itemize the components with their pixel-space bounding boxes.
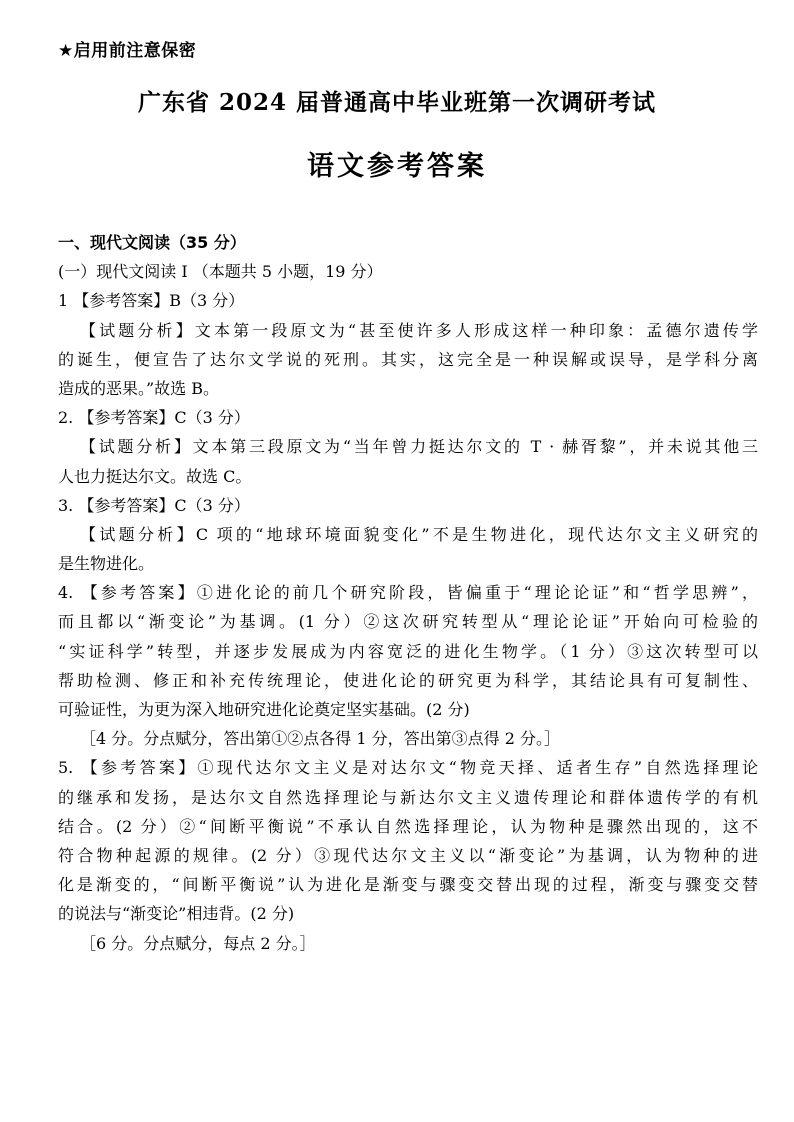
answer-line: 的说法与“渐变论”相违背。(2 分) <box>58 904 295 924</box>
answer-line: 【试题分析】C 项的“地球环境面貌变化”不是生物进化，现代达尔文主义研究的 <box>80 524 758 544</box>
answer-line: 人也力挺达尔文。故选 C。 <box>58 466 252 486</box>
answer-line: ［6 分。分点赋分，每点 2 分。］ <box>80 933 316 953</box>
answer-line: 4. 【参考答案】①进化论的前几个研究阶段，皆偏重于“理论论证”和“哲学思辨”， <box>58 583 758 603</box>
answer-line: 结合。(2 分）②“间断平衡说”不承认自然选择理论，认为物种是骤然出现的，这不 <box>58 816 758 836</box>
answer-line: 【试题分析】文本第一段原文为“甚至使许多人形成这样一种印象：孟德尔遗传学 <box>80 320 758 340</box>
answer-line: 的继承和发扬，是达尔文自然选择理论与新达尔文主义遗传理论和群体遗传学的有机 <box>58 787 758 807</box>
answer-line: 符合物种起源的规律。(2 分）③现代达尔文主义以“渐变论”为基调，认为物种的进 <box>58 845 758 865</box>
answer-line: “实证科学”转型，并逐步发展成为内容宽泛的进化生物学。（1 分）③这次转型可以 <box>58 641 758 661</box>
section-heading: 一、现代文阅读（35 分） <box>58 233 246 252</box>
answer-line: 5. 【参考答案】①现代达尔文主义是对达尔文“物竞天择、适者生存”自然选择理论 <box>58 758 758 778</box>
answer-line: 化是渐变的，“间断平衡说”认为进化是渐变与骤变交替出现的过程，渐变与骤变交替 <box>58 875 758 895</box>
document-subtitle: 语文参考答案 <box>307 151 487 182</box>
answer-line: 造成的恶果。”故选 B。 <box>58 378 220 398</box>
answer-line: 【试题分析】文本第三段原文为“当年曾力挺达尔文的 T · 赫胥黎”，并未说其他三 <box>80 437 758 457</box>
answer-line: 1 【参考答案】B（3 分） <box>58 291 245 311</box>
answer-line: 而且都以“渐变论”为基调。(1 分）②这次研究转型从“理论论证”开始向可检验的 <box>58 612 758 632</box>
exam-title: 广东省 2024 届普通高中毕业班第一次调研考试 <box>137 89 657 116</box>
subsection-heading: (一）现代文阅读 I （本题共 5 小题，19 分） <box>58 262 383 282</box>
answer-line: 的诞生，便宣告了达尔文学说的死刑。其实，这完全是一种误解或误导，是学科分离 <box>58 349 758 369</box>
answer-lines <box>58 286 758 957</box>
answer-content <box>58 228 758 958</box>
answer-line: 帮助检测、修正和补充传统理论，使进化论的研究更为科学，其结论具有可复制性、 <box>58 670 758 690</box>
answer-line: 2. 【参考答案】C（3 分） <box>58 408 250 428</box>
confidential-notice: ★启用前注意保密 <box>58 41 197 61</box>
answer-line: 是生物进化。 <box>58 554 155 574</box>
answer-line: ［4 分。分点赋分，答出第①②点各得 1 分，答出第③点得 2 分。］ <box>80 729 560 749</box>
answer-line: 可验证性，为更为深入地研究进化论奠定坚实基础。(2 分) <box>58 700 470 719</box>
answer-line: 3. 【参考答案】C（3 分） <box>58 495 250 515</box>
